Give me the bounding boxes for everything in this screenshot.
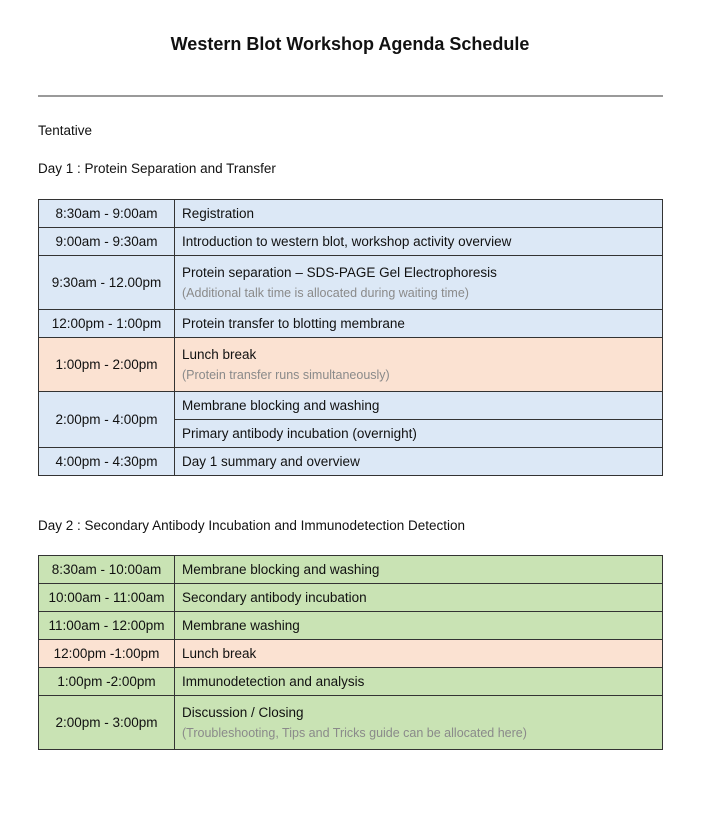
day1-heading: Day 1 : Protein Separation and Transfer bbox=[38, 161, 276, 176]
title-divider bbox=[38, 95, 663, 97]
activity-cell: Immunodetection and analysis bbox=[175, 668, 663, 696]
activity-cell bbox=[175, 338, 663, 392]
table-row bbox=[39, 310, 663, 338]
time-cell: 12:00pm - 1:00pm bbox=[39, 310, 175, 338]
table-row bbox=[39, 392, 663, 420]
day2-heading: Day 2 : Secondary Antibody Incubation and Immunodetection Detection bbox=[38, 518, 466, 533]
table-row bbox=[39, 228, 663, 256]
activity-cell: Registration bbox=[175, 200, 663, 228]
tentative-label: Tentative bbox=[38, 123, 93, 138]
activity-cell: Lunch break bbox=[175, 640, 663, 668]
time-cell: 4:00pm - 4:30pm bbox=[39, 448, 175, 476]
time-cell: 2:00pm - 3:00pm bbox=[39, 696, 175, 750]
activity-cell: Membrane blocking and washing bbox=[175, 556, 663, 584]
time-cell: 9:30am - 12.00pm bbox=[39, 256, 175, 310]
time-cell: 10:00am - 11:00am bbox=[39, 584, 175, 612]
activity-text: Lunch break bbox=[182, 347, 257, 362]
activity-note: (Troubleshooting, Tips and Tricks guide can be allocated here) bbox=[182, 726, 527, 740]
page-title: Western Blot Workshop Agenda Schedule bbox=[170, 34, 530, 54]
activity-note: (Additional talk time is allocated during waiting time) bbox=[182, 286, 469, 300]
table-row bbox=[39, 256, 663, 310]
table-row bbox=[39, 200, 663, 228]
activity-cell: Protein transfer to blotting membrane bbox=[175, 310, 663, 338]
activity-cell bbox=[175, 696, 663, 750]
table-row bbox=[39, 338, 663, 392]
time-cell: 12:00pm -1:00pm bbox=[39, 640, 175, 668]
table-row bbox=[39, 668, 663, 696]
time-cell: 8:30am - 10:00am bbox=[39, 556, 175, 584]
time-cell: 9:00am - 9:30am bbox=[39, 228, 175, 256]
table-row bbox=[39, 612, 663, 640]
time-cell: 8:30am - 9:00am bbox=[39, 200, 175, 228]
activity-cell: Primary antibody incubation (overnight) bbox=[175, 420, 663, 448]
activity-cell: Membrane washing bbox=[175, 612, 663, 640]
time-cell: 11:00am - 12:00pm bbox=[39, 612, 175, 640]
time-cell: 2:00pm - 4:00pm bbox=[39, 392, 175, 448]
activity-cell: Membrane blocking and washing bbox=[175, 392, 663, 420]
time-cell: 1:00pm - 2:00pm bbox=[39, 338, 175, 392]
day1-agenda-table bbox=[38, 199, 663, 476]
day2-agenda-table bbox=[38, 555, 663, 750]
activity-cell: Day 1 summary and overview bbox=[175, 448, 663, 476]
table-row bbox=[39, 584, 663, 612]
table-row bbox=[39, 448, 663, 476]
activity-cell bbox=[175, 256, 663, 310]
activity-note: (Protein transfer runs simultaneously) bbox=[182, 368, 390, 382]
time-cell: 1:00pm -2:00pm bbox=[39, 668, 175, 696]
activity-text: Discussion / Closing bbox=[182, 705, 304, 720]
activity-text: Protein separation – SDS-PAGE Gel Electrophoresis bbox=[182, 265, 497, 280]
table-row bbox=[39, 640, 663, 668]
activity-cell: Introduction to western blot, workshop activity overview bbox=[175, 228, 663, 256]
table-row bbox=[39, 556, 663, 584]
activity-cell: Secondary antibody incubation bbox=[175, 584, 663, 612]
table-row bbox=[39, 696, 663, 750]
